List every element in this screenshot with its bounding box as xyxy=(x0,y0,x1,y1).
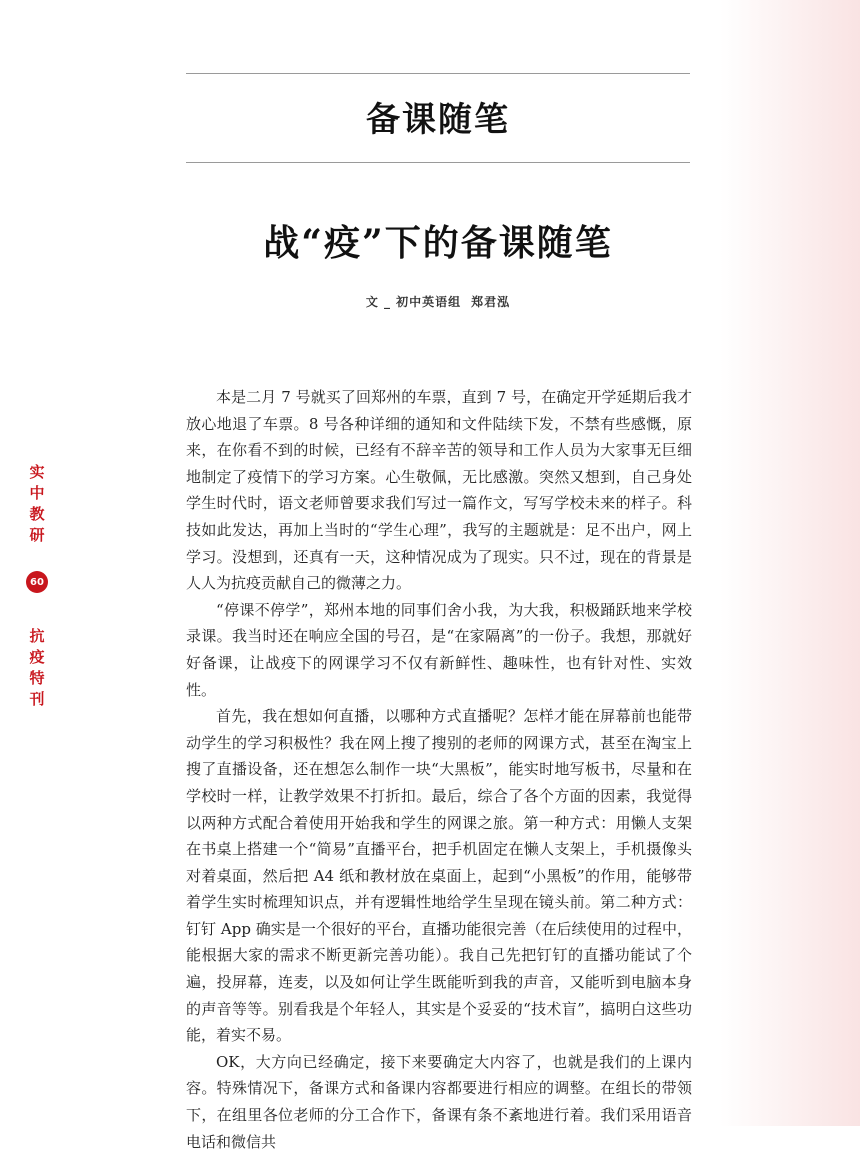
paragraph-4: OK，大方向已经确定，接下来要确定大内容了，也就是我们的上课内容。特殊情况下，备课方式和备课内容都要进行相应的调整。在组长的带领下，在组里各位老师的分工合作下，备课有条不紊地进行着。我们采用语音电话和微信共 xyxy=(186,1052,692,1151)
article-title: 战“疫”下的备课随笔 xyxy=(263,222,613,264)
paragraph-1: 本是二月 7 号就买了回郑州的车票，直到 7 号，在确定开学延期后我才放心地退了车票。8 号各种详细的通知和文件陆续下发，不禁有些感慨，原来，在你看不到的时候，已经有不辞辛苦的领导和工作人员为大家事无巨细地制定了疫情下的学习方案。心生敬佩，无比感激。突然又想到，自己身处学生时代时，语文老师曾要求我们写过一篇作文，写写学校未来的样子。科技如此发达，再加上当时的“学生心理”，我写的主题就是：足不出户，网上学习。没想到，还真有一天，这种情况成为了现实。只不过，现在的背景是人人为抗疫贡献自己的微薄之力。 xyxy=(186,388,692,593)
article-body xyxy=(186,384,692,1155)
bottom-rule xyxy=(186,162,690,163)
paragraph-2: “停课不停学”，郑州本地的同事们舍小我，为大我，积极踊跃地来学校录课。我当时还在响应全国的号召，是“在家隔离”的一份子。我想，那就好好备课，让战疫下的网课学习不仅有新鲜性、趣味性，也有针对性、实效性。 xyxy=(186,600,692,699)
journal-char: 研 xyxy=(29,526,45,544)
byline xyxy=(186,293,690,310)
issue-char: 刊 xyxy=(29,690,45,708)
journal-char: 教 xyxy=(29,505,45,523)
section-title: 备课随笔 xyxy=(366,100,510,140)
page-number-badge: 60 xyxy=(26,571,48,593)
page-edge-tint xyxy=(720,0,860,1126)
byline-author: 郑君泓 xyxy=(471,295,511,309)
issue-char: 抗 xyxy=(29,627,45,645)
paragraph-3: 首先，我在想如何直播，以哪种方式直播呢？怎样才能在屏幕前也能带动学生的学习积极性？我在网上搜了搜别的老师的网课方式，甚至在淘宝上搜了直播设备，还在想怎么制作一块“大黑板”，能实时地写板书，尽量和在学校时一样，让教学效果不打折扣。最后，综合了各个方面的因素，我觉得以两种方式配合着使用开始我和学生的网课之旅。第一种方式：用懒人支架在书桌上搭建一个“简易”直播平台，把手机固定在懒人支架上，手机摄像头对着桌面，然后把 A4 纸和教材放在桌面上，起到“小黑板”的作用，能够带着学生实时梳理知识点，并有逻辑性地给学生呈现在镜头前。第二种方式：钉钉 App 确实是一个很好的平台，直播功能很完善（在后续使用的过程中，能根据大家的需求不断更新完善功能）。我自己先把钉钉的直播功能试了个遍，投屏幕，连麦，以及如何让学生既能听到我的声音，又能听到电脑本身的声音等等。别看我是个年轻人，其实是个妥妥的“技术盲”，搞明白这些功能，着实不易。 xyxy=(186,707,692,1045)
journal-char: 实 xyxy=(29,463,45,481)
journal-name-vertical xyxy=(22,462,52,546)
issue-char: 特 xyxy=(29,669,45,687)
journal-char: 中 xyxy=(29,484,45,502)
byline-prefix: 文 _ 初中英语组 xyxy=(365,295,462,309)
top-rule xyxy=(186,73,690,74)
issue-name-vertical xyxy=(22,626,52,710)
issue-char: 疫 xyxy=(29,648,45,666)
